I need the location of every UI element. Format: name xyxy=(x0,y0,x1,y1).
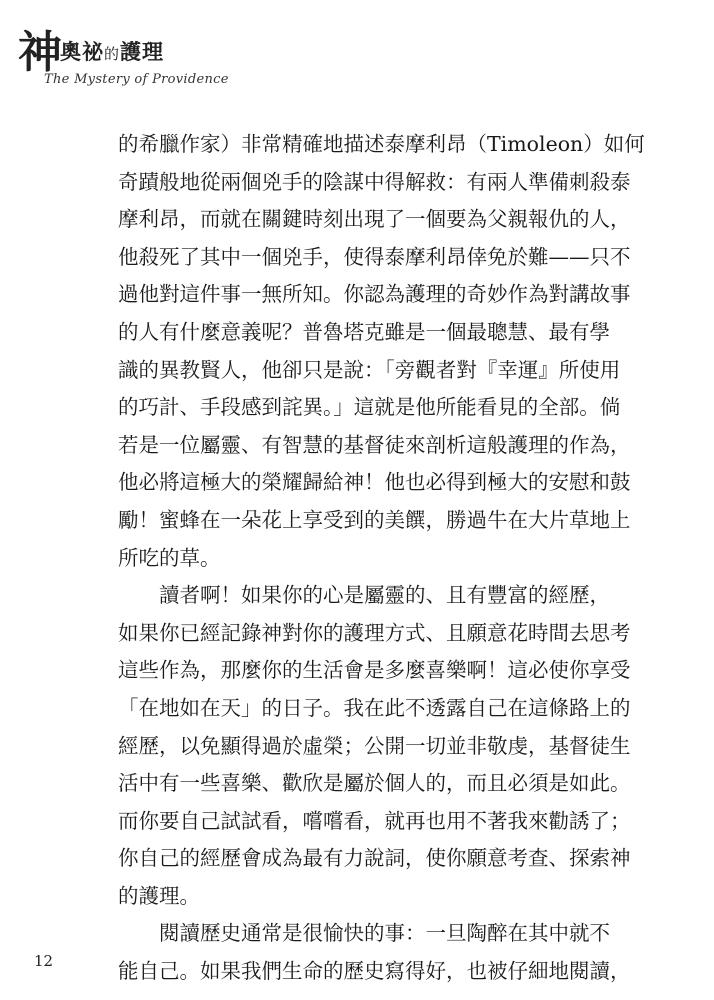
text-line: 勵！蜜蜂在一朵花上享受到的美饌，勝過牛在大片草地上 xyxy=(118,507,631,532)
book-title-part-2: 護理 xyxy=(120,39,165,64)
text-line: 識的異教賢人，他卻只是說：「旁觀者對『幸運』所使用 xyxy=(118,357,621,382)
running-header xyxy=(14,27,229,98)
paragraph-start-line: 閱讀歷史通常是很愉快的事：一旦陶醉在其中就不 xyxy=(159,921,610,946)
text-line: 這些作為，那麼你的生活會是多麼喜樂啊！這必使你享受 xyxy=(118,658,631,683)
text-line: 奇蹟般地從兩個兇手的陰謀中得解救：有兩人準備刺殺泰 xyxy=(118,169,631,194)
text-line: 活中有一些喜樂、歡欣是屬於個人的，而且必須是如此。 xyxy=(118,771,631,796)
book-title-particle: 的 xyxy=(104,45,121,63)
book-subtitle-english: The Mystery of Providence xyxy=(44,72,229,87)
text-line: 而你要自己試試看，嚐嚐看，就再也用不著我來勸誘了； xyxy=(118,808,631,833)
text-line: 若是一位屬靈、有智慧的基督徒來剖析這般護理的作為， xyxy=(118,432,631,457)
text-line: 經歷，以免顯得過於虛榮；公開一切並非敬虔，基督徒生 xyxy=(118,733,631,758)
book-title-logo-large-char: 神 xyxy=(18,27,62,78)
text-line: 他必將這極大的榮耀歸給神！他也必得到極大的安慰和鼓 xyxy=(118,470,631,495)
text-line: 「在地如在天」的日子。我在此不透露自己在這條路上的 xyxy=(118,695,631,720)
text-line: 所吃的草。 xyxy=(118,545,221,570)
paragraph-start-line: 讀者啊！如果你的心是屬靈的、且有豐富的經歷， xyxy=(159,583,610,608)
text-line: 摩利昂，而就在關鍵時刻出現了一個要為父親報仇的人， xyxy=(118,207,631,232)
book-title-part-1: 奧祕 xyxy=(60,39,104,64)
text-line: 的巧計、手段感到詫異。」這就是他所能看見的全部。倘 xyxy=(118,395,621,420)
text-line: 能自己。如果我們生命的歷史寫得好，也被仔細地閱讀， xyxy=(118,959,631,984)
body-text xyxy=(118,126,645,991)
text-line: 過他對這件事一無所知。你認為護理的奇妙作為對講故事 xyxy=(118,282,631,307)
book-title-logo xyxy=(60,40,164,66)
text-line: 他殺死了其中一個兇手，使得泰摩利昂倖免於難——只不 xyxy=(118,244,631,269)
text-line: 的護理。 xyxy=(118,883,200,908)
page-number: 12 xyxy=(34,952,54,970)
text-line: 如果你已經記錄神對你的護理方式、且願意花時間去思考 xyxy=(118,620,631,645)
text-line: 的希臘作家）非常精確地描述泰摩利昂（Timoleon）如何 xyxy=(118,132,645,156)
text-line: 你自己的經歷會成為最有力說詞，使你願意考查、探索神 xyxy=(118,846,631,871)
text-line: 的人有什麼意義呢？普魯塔克雖是一個最聰慧、最有學 xyxy=(118,319,610,344)
